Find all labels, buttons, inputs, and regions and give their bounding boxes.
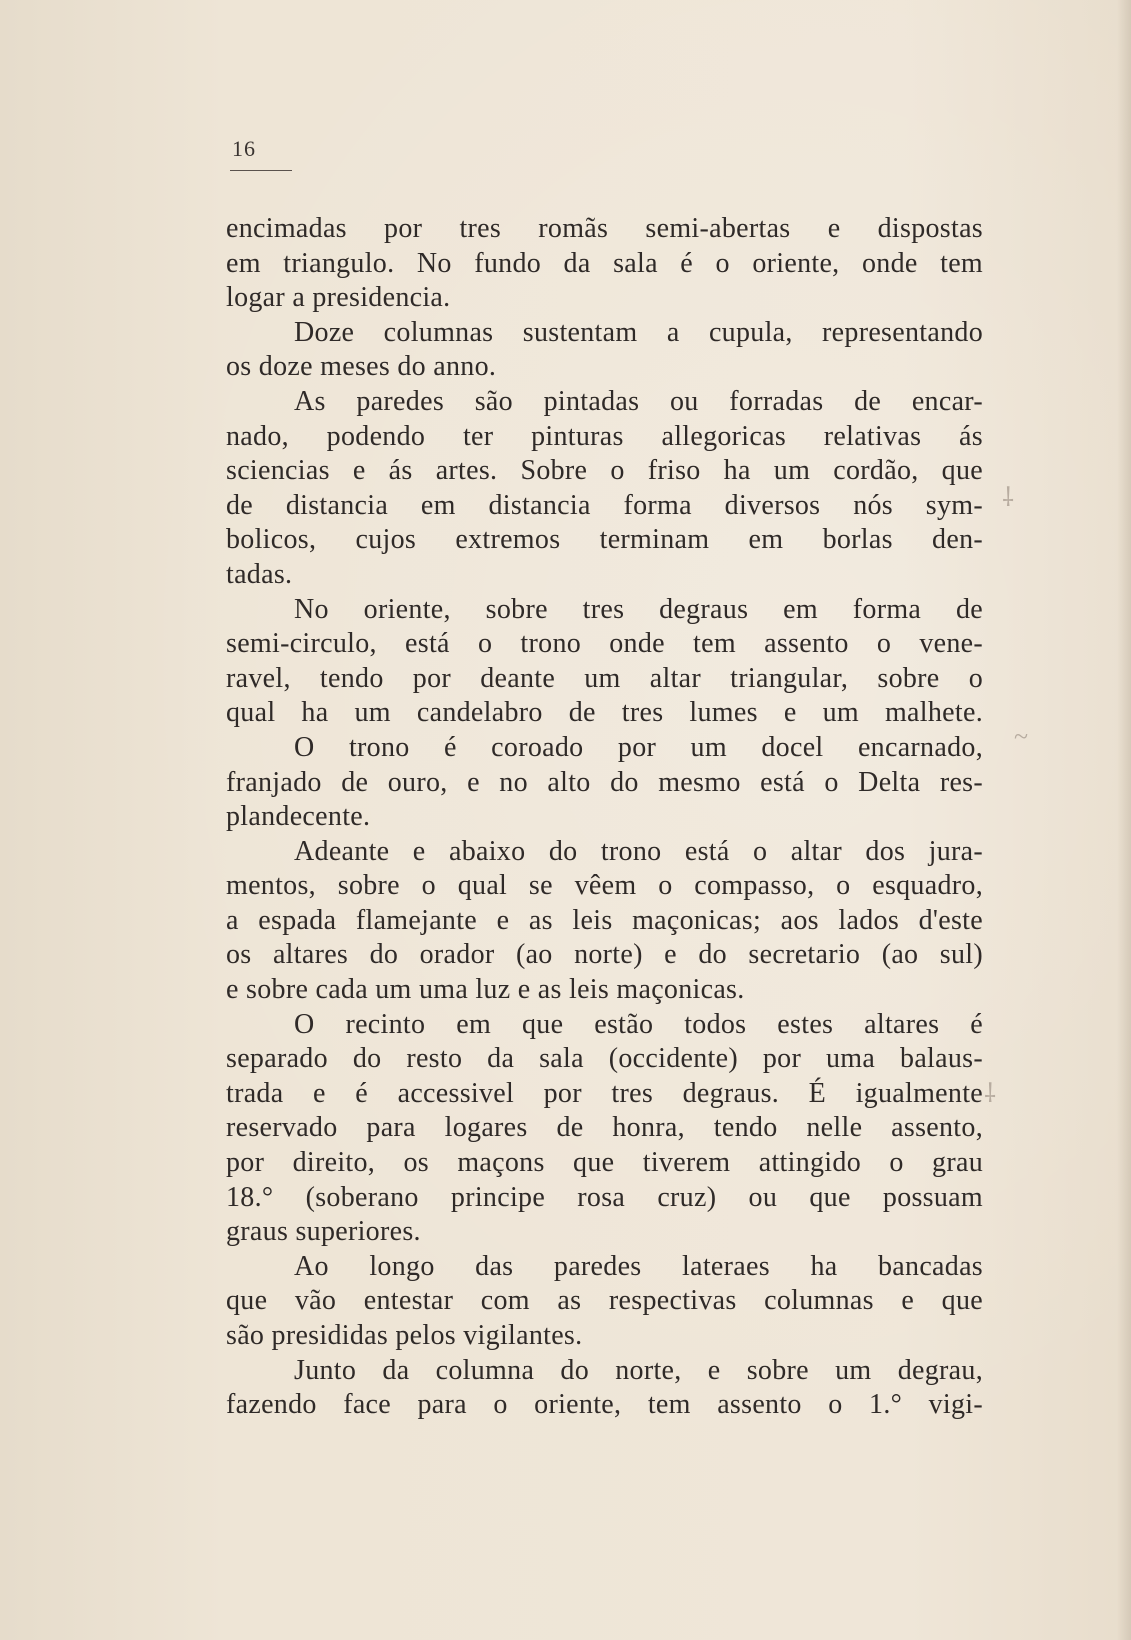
text-line: As paredes são pintadas ou forradas de encar- (294, 385, 983, 417)
text-line: plandecente. (226, 801, 371, 833)
text-line: que vão entestar com as respectivas columnas e que (226, 1285, 983, 1317)
text-line: encimadas por tres romãs semi-abertas e dispostas (226, 213, 983, 244)
text-line: trada e é accessivel por tres degraus. É igualmente (226, 1077, 983, 1109)
page-number: 16 (232, 136, 256, 161)
text-line: qual ha um candelabro de tres lumes e um malhete. (226, 697, 983, 729)
text-line: semi-circulo, está o trono onde tem assento o vene- (226, 628, 983, 660)
text-line: fazendo face para o oriente, tem assento o 1.° vigi- (226, 1389, 983, 1421)
page-number-rule (230, 170, 292, 171)
text-line: ravel, tendo por deante um altar triangular, sobre o (226, 662, 983, 694)
text-line: graus superiores. (226, 1216, 421, 1248)
text-line: os altares do orador (ao norte) e do secretario (ao sul) (226, 939, 983, 971)
text-line: Adeante e abaixo do trono está o altar dos jura- (294, 835, 983, 867)
text-line: O trono é coroado por um docel encarnado, (294, 731, 983, 763)
margin-mark: ~ (1014, 722, 1029, 751)
text-line: 18.° (soberano principe rosa cruz) ou que possuam (226, 1181, 983, 1213)
text-line: são presididas pelos vigilantes. (226, 1320, 583, 1351)
text-line: separado do resto da sala (occidente) por uma balaus- (226, 1043, 983, 1075)
text-line: bolicos, cujos extremos terminam em borlas den- (226, 524, 983, 556)
text-line: reservado para logares de honra, tendo nelle assento, (226, 1112, 983, 1144)
text-line: logar a presidencia. (226, 282, 451, 314)
margin-mark: ⸸ (1002, 483, 1015, 512)
text-line: Junto da columna do norte, e sobre um degrau, (294, 1354, 983, 1386)
text-line: O recinto em que estão todos estes altares é (294, 1008, 983, 1040)
text-line: No oriente, sobre tres degraus em forma de (294, 593, 983, 625)
text-line: franjado de ouro, e no alto do mesmo está o Delta res- (226, 766, 983, 798)
text-line: os doze meses do anno. (226, 351, 497, 383)
text-line: Ao longo das paredes lateraes ha bancadas (294, 1250, 983, 1282)
text-line: Doze columnas sustentam a cupula, representando (294, 316, 983, 348)
text-line: e sobre cada um uma luz e as leis maçonicas. (226, 974, 745, 1006)
text-line: a espada flamejante e as leis maçonicas; aos lados d'este (226, 904, 983, 936)
text-line: tadas. (226, 558, 293, 590)
text-line: por direito, os maçons que tiverem attingido o grau (226, 1147, 983, 1179)
text-line: mentos, sobre o qual se vêem o compasso, o esquadro, (226, 870, 983, 902)
text-line: nado, podendo ter pinturas allegoricas relativas ás (226, 420, 983, 452)
body-text (226, 212, 983, 1423)
margin-mark: ⸸ (984, 1079, 997, 1108)
text-line: sciencias e ás artes. Sobre o friso ha um cordão, que (226, 455, 983, 487)
text-line: em triangulo. No fundo da sala é o oriente, onde tem (226, 247, 983, 279)
text-line: de distancia em distancia forma diversos nós sym- (226, 489, 983, 521)
page-edge-shadow (1117, 0, 1131, 1640)
